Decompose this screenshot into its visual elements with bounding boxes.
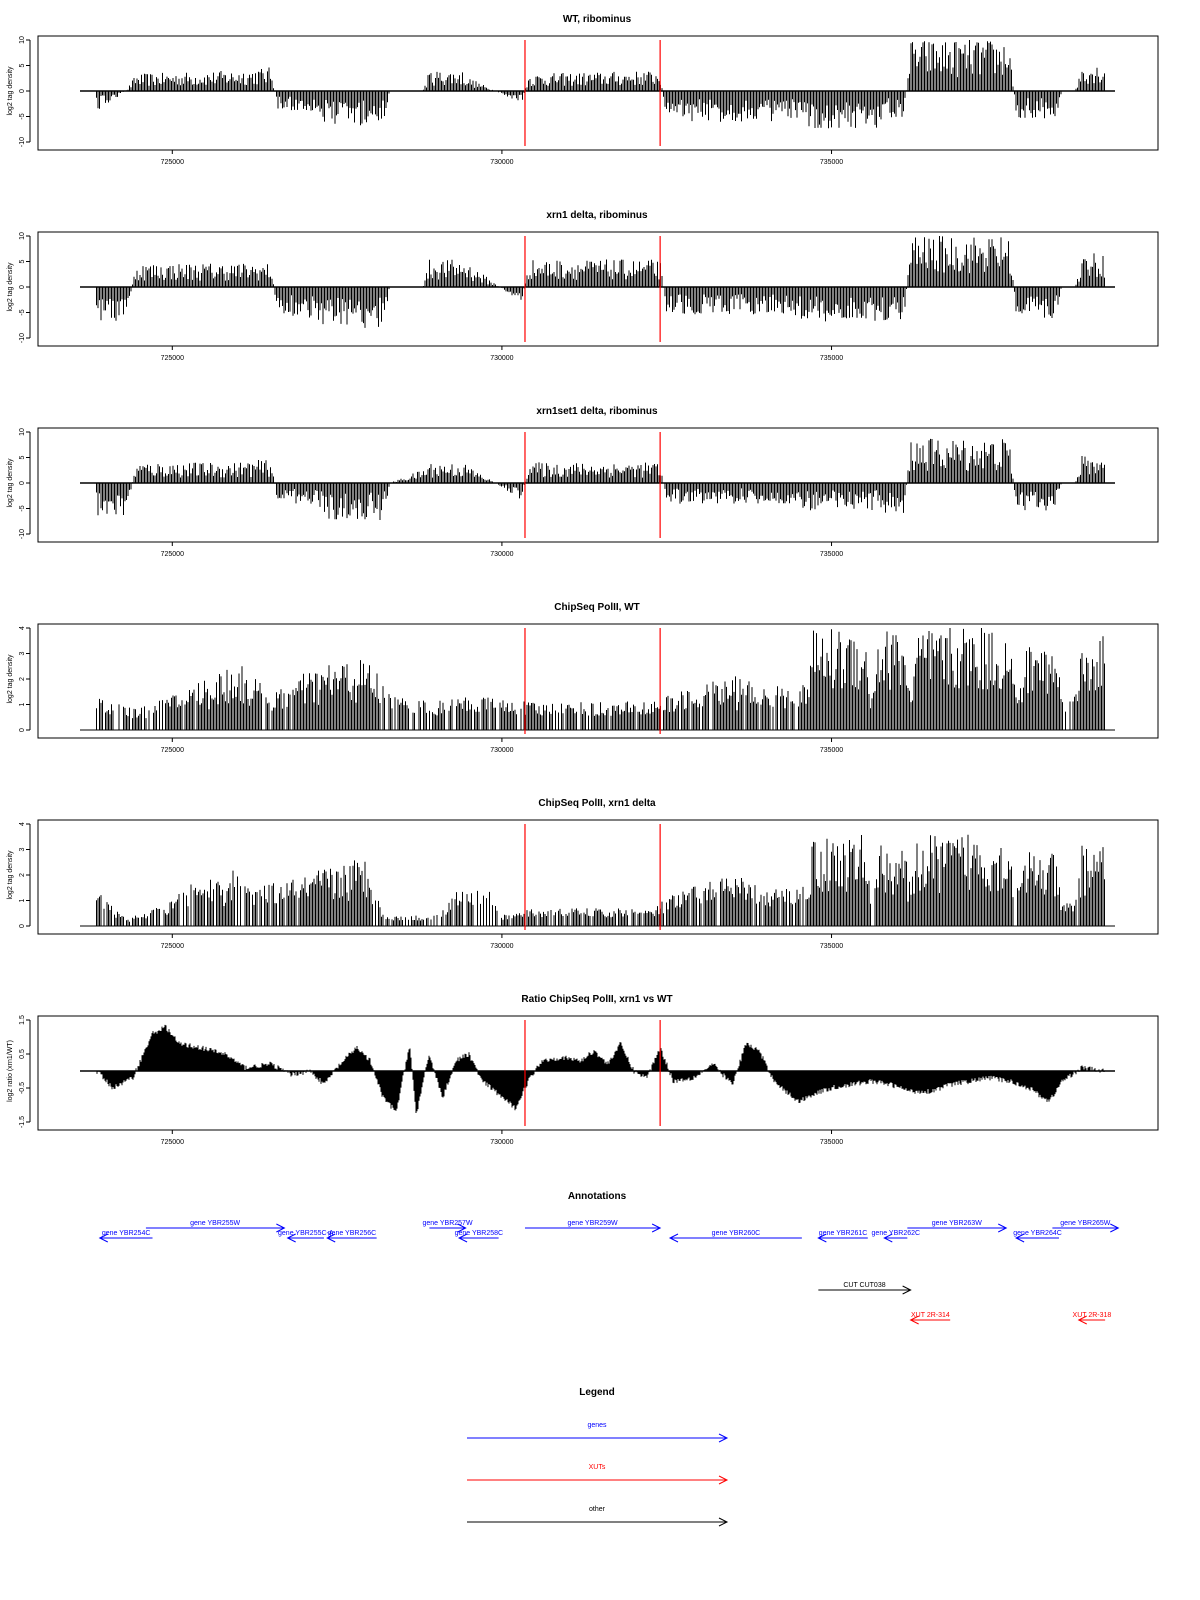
x-tick-label: 725000 — [160, 355, 184, 362]
annotation-gene — [455, 1230, 504, 1242]
x-tick-label: 725000 — [160, 1139, 184, 1146]
panel-6 — [7, 994, 1158, 1146]
y-tick-label: 10 — [19, 428, 26, 436]
y-tick-label: -1.5 — [19, 1115, 26, 1129]
panel-title: WT, ribominus — [562, 14, 632, 25]
x-axis — [161, 150, 844, 166]
y-tick-label: 3 — [19, 847, 26, 852]
signal-track — [97, 1025, 1105, 1113]
panel-3 — [7, 406, 1158, 558]
annotation-label: gene YBR258C — [454, 1230, 504, 1237]
x-tick-label: 730000 — [490, 943, 514, 950]
y-tick-label: 0 — [19, 481, 26, 485]
annotation-xut — [911, 1312, 951, 1324]
x-tick-label: 730000 — [490, 159, 514, 166]
annotation-label: gene YBR255W — [190, 1220, 241, 1227]
x-tick-label: 735000 — [819, 355, 844, 362]
annotation-gene — [1052, 1220, 1118, 1232]
y-tick-label: 0 — [19, 728, 26, 732]
panel-title: ChipSeq PolII, xrn1 delta — [538, 798, 656, 809]
legend-label: other — [589, 1506, 605, 1513]
x-tick-label: 735000 — [819, 551, 844, 558]
annotation-label: gene YBR265W — [1060, 1220, 1111, 1227]
y-tick-label: 0 — [19, 285, 26, 289]
annotation-label: gene YBR264C — [1013, 1230, 1062, 1237]
y-tick-label: 1.5 — [19, 1015, 26, 1025]
annotation-gene — [907, 1220, 1006, 1232]
legend — [467, 1387, 727, 1526]
y-tick-label: 0 — [19, 89, 26, 93]
x-tick-label: 725000 — [160, 159, 184, 166]
annotation-gene — [1013, 1230, 1062, 1242]
annotation-xut — [1073, 1312, 1112, 1324]
y-tick-label: 0 — [19, 924, 26, 928]
annotation-gene — [100, 1230, 153, 1242]
x-tick-label: 725000 — [160, 747, 184, 754]
annotation-gene — [872, 1230, 921, 1242]
y-tick-label: 5 — [19, 63, 26, 68]
legend-item-xut — [467, 1464, 727, 1484]
signal-track — [97, 439, 1105, 520]
signal-track — [97, 835, 1105, 926]
y-tick-label: 2 — [19, 873, 26, 877]
x-tick-label: 735000 — [819, 943, 844, 950]
legend-item-other — [467, 1506, 727, 1526]
y-tick-label: 1 — [19, 898, 26, 903]
y-axis — [19, 626, 30, 732]
y-tick-label: -0.5 — [19, 1081, 26, 1095]
annotation-label: gene YBR260C — [711, 1230, 761, 1237]
signal-track — [97, 236, 1105, 328]
panel-title: ChipSeq PolII, WT — [554, 602, 640, 613]
x-tick-label: 735000 — [819, 159, 844, 166]
y-tick-label: 4 — [19, 822, 26, 826]
y-axis — [19, 822, 30, 928]
annotation-label: XUT 2R-314 — [911, 1312, 950, 1319]
x-tick-label: 730000 — [490, 1139, 514, 1146]
y-axis-label: log2 tag density — [7, 66, 14, 116]
annotation-gene — [670, 1230, 802, 1242]
x-tick-label: 730000 — [490, 551, 514, 558]
y-tick-label: 1 — [19, 702, 26, 707]
x-axis — [161, 738, 844, 754]
legend-label: genes — [587, 1422, 607, 1429]
y-axis-label: log2 ratio (xrn1/WT) — [7, 1040, 14, 1102]
y-tick-label: 10 — [19, 36, 26, 44]
x-axis — [161, 542, 844, 558]
panel-2 — [7, 210, 1158, 362]
annotation-gene — [818, 1230, 867, 1242]
y-tick-label: 5 — [19, 259, 26, 264]
y-tick-label: -10 — [19, 136, 26, 148]
y-tick-label: 5 — [19, 455, 26, 460]
x-tick-label: 735000 — [819, 1139, 844, 1146]
panel-4 — [7, 602, 1158, 754]
panel-title: Ratio ChipSeq PolII, xrn1 vs WT — [521, 994, 673, 1005]
panel-1 — [7, 14, 1158, 166]
annotation-label: gene YBR259W — [567, 1220, 618, 1227]
y-axis — [19, 232, 30, 343]
annotation-label: gene YBR255C-A — [278, 1230, 334, 1237]
y-axis — [19, 36, 30, 147]
y-tick-label: 2 — [19, 677, 26, 681]
x-tick-label: 725000 — [160, 551, 184, 558]
x-axis — [161, 1130, 844, 1146]
y-tick-label: -10 — [19, 332, 26, 344]
annotation-label: gene YBR257W — [422, 1220, 473, 1227]
annotation-gene — [278, 1230, 334, 1242]
annotation-label: gene YBR263W — [931, 1220, 982, 1227]
legend-item-gene — [467, 1422, 727, 1442]
x-tick-label: 730000 — [490, 747, 514, 754]
y-tick-label: 10 — [19, 232, 26, 240]
x-axis — [161, 346, 844, 362]
panel-title: xrn1set1 delta, ribominus — [536, 406, 658, 417]
y-tick-label: -5 — [19, 309, 26, 316]
panel-5 — [7, 798, 1158, 950]
annotation-gene — [525, 1220, 660, 1232]
y-axis-label: log2 tag density — [7, 262, 14, 312]
y-tick-label: -5 — [19, 113, 26, 120]
annotations-track — [100, 1191, 1119, 1324]
annotation-gene — [146, 1220, 284, 1232]
annotation-gene — [327, 1230, 376, 1242]
annotation-label: gene YBR256C — [327, 1230, 377, 1237]
y-axis-label: log2 tag density — [7, 850, 14, 900]
y-tick-label: 0.5 — [19, 1049, 26, 1059]
annotation-label: XUT 2R-318 — [1072, 1312, 1112, 1319]
y-tick-label: -10 — [19, 528, 26, 540]
signal-track — [97, 40, 1105, 128]
annotation-label: gene YBR262C — [871, 1230, 921, 1237]
y-tick-label: -5 — [19, 505, 26, 512]
signal-track — [97, 628, 1105, 730]
y-axis-label: log2 tag density — [7, 458, 14, 508]
annotation-other — [818, 1282, 910, 1294]
y-tick-label: 3 — [19, 651, 26, 656]
panel-title: xrn1 delta, ribominus — [546, 210, 648, 221]
y-axis-label: log2 tag density — [7, 654, 14, 704]
x-tick-label: 735000 — [819, 747, 844, 754]
panels — [7, 14, 1158, 1146]
annotation-label: CUT CUT038 — [843, 1282, 886, 1289]
annotation-label: gene YBR261C — [818, 1230, 868, 1237]
y-axis — [19, 428, 30, 539]
annotation-label: gene YBR254C — [101, 1230, 151, 1237]
annotations-title: Annotations — [567, 1191, 627, 1202]
legend-title: Legend — [579, 1387, 615, 1398]
y-tick-label: 4 — [19, 626, 26, 630]
x-tick-label: 730000 — [490, 355, 514, 362]
plot-frame — [38, 428, 1158, 542]
legend-label: XUTs — [588, 1464, 606, 1471]
x-tick-label: 725000 — [160, 943, 184, 950]
y-axis — [19, 1015, 30, 1128]
x-axis — [161, 934, 844, 950]
